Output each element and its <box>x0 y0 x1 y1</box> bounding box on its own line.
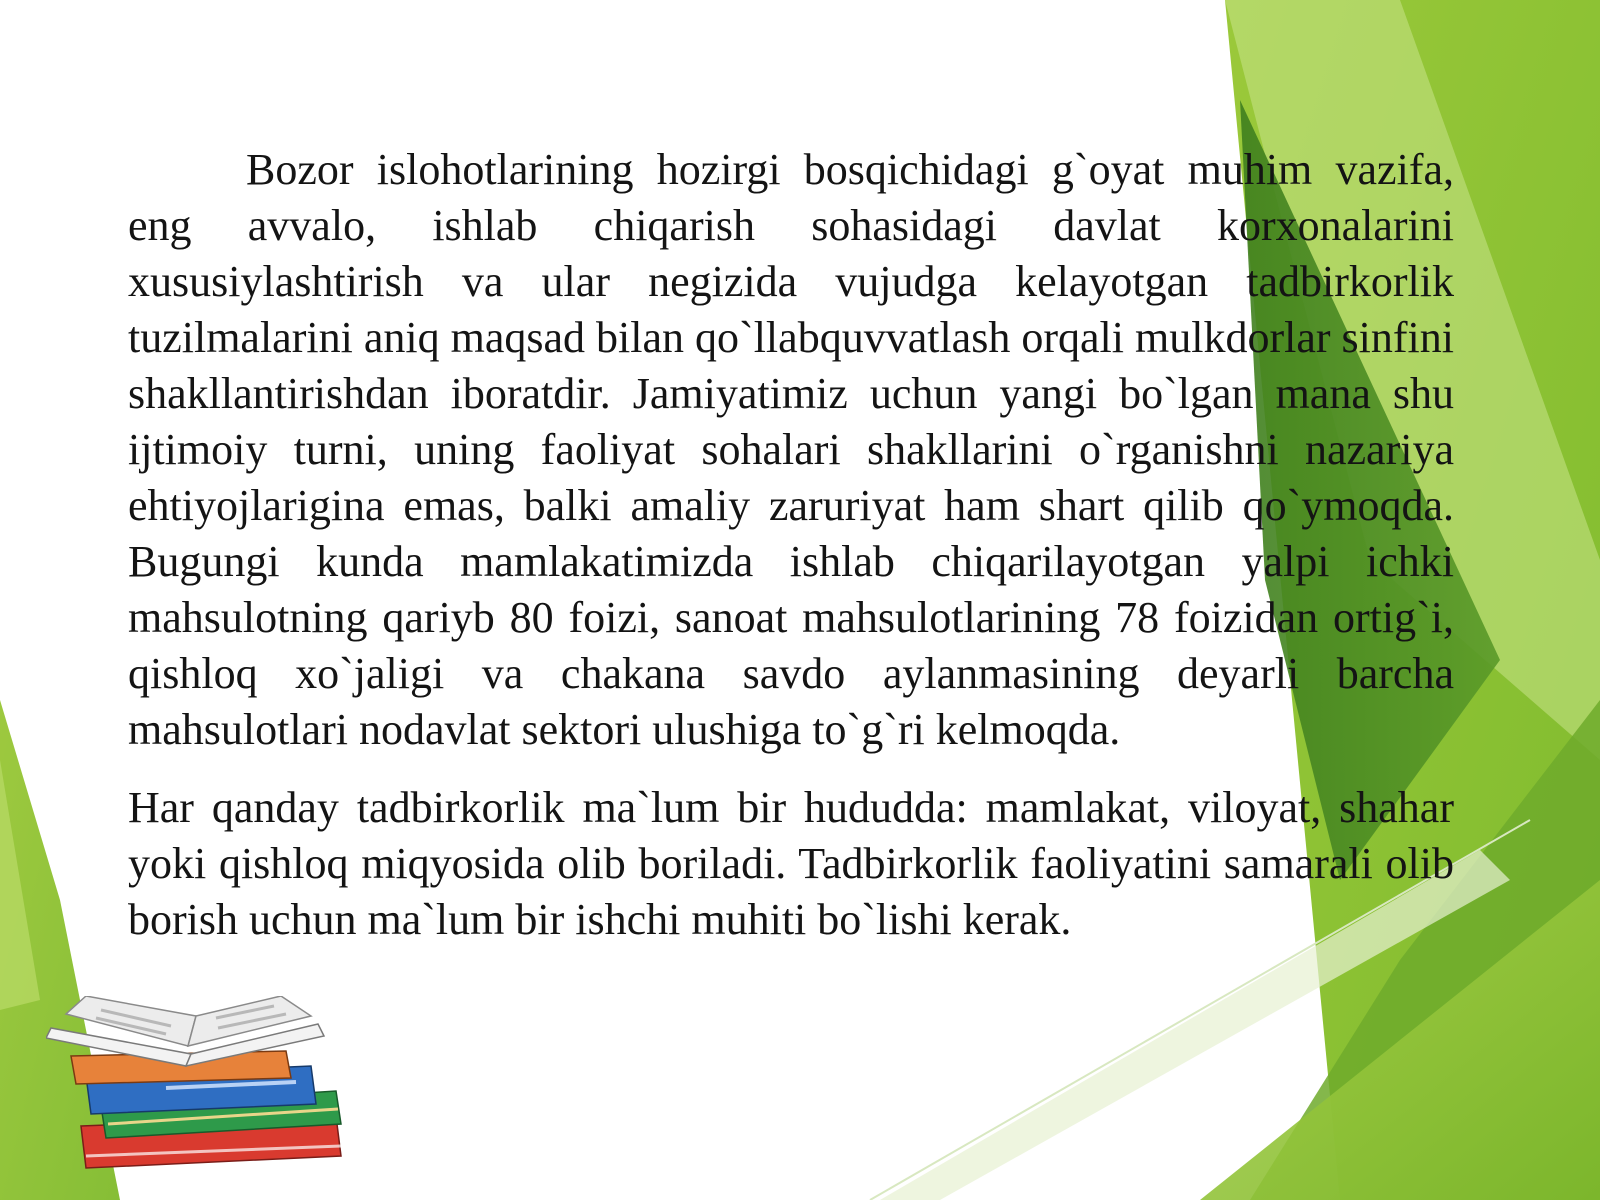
paragraph-2: Har qanday tadbirkorlik ma`lum bir hududda: mamlakat, viloyat, shahar yoki qishloq miqyosida olib boriladi. Tadbirkorlik faoliyatini samarali olib borish uchun ma`lum bir ishchi muhiti bo`lishi kerak. <box>128 783 1454 944</box>
stack-of-books-icon <box>46 996 351 1171</box>
paragraph-1: Bozor islohotlarining hozirgi bosqichidagi g`oyat muhim vazifa, eng avvalo, ishlab chiqarish sohasidagi davlat korxonalarini xususiylashtirish va ular negizida vujudga kelayotgan tadbirkorlik tuzilmalarini aniq maqsad bilan qo`llabquvvatlash orqali mulkdorlar sinfini shakllantirishdan iboratdir. Jamiyatimiz uchun yangi bo`lgan mana shu ijtimoiy turni, uning faoliyat sohalari shakllarini o`rganishni nazariya ehtiyojlarigina emas, balki amaliy zaruriyat ham shart qilib qo`ymoqda. Bugungi kunda mamlakatimizda ishlab chiqarilayotgan yalpi ichki mahsulotning qariyb 80 foizi, sanoat mahsulotlarining 78 foizidan ortig`i, qishloq xo`jaligi va chakana savdo aylanmasining deyarli barcha mahsulotlari nodavlat sektori ulushiga to`g`ri kelmoqda. <box>128 145 1454 754</box>
slide-text-body <box>128 142 1454 948</box>
